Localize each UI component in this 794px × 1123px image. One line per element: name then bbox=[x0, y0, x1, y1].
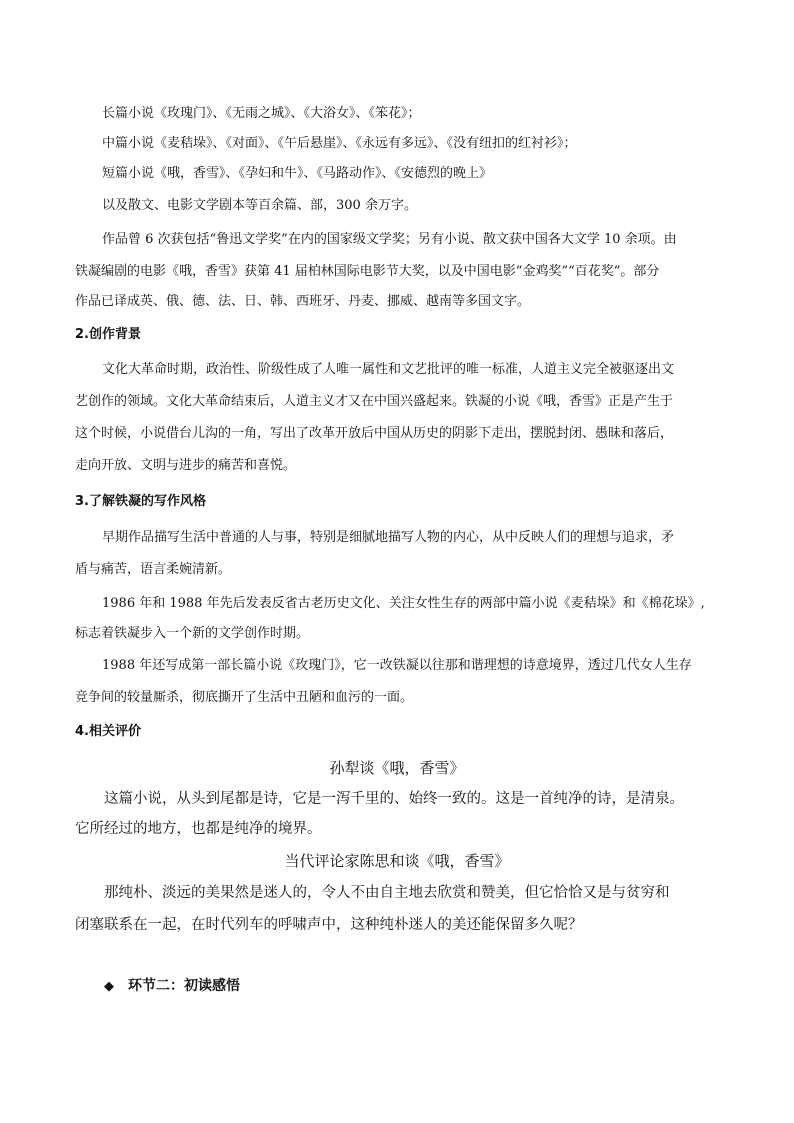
reviews-heading: 4.相关评价 bbox=[75, 724, 141, 739]
background-line-1: 文化大革命时期，政治性、阶级性成了人唯一属性和文艺批评的唯一标准，人道主义完全被驱逐出文 bbox=[102, 362, 675, 377]
awards-line-3: 作品已译成英、俄、德、法、日、韩、西班牙、丹麦、挪威、越南等多国文字。 bbox=[75, 294, 531, 309]
style-p3-line-1: 1988 年还写成第一部长篇小说《玫瑰门》，它一改铁凝以往那和谐理想的诗意境界，透过几代女人生存 bbox=[102, 658, 692, 673]
works-short-stories: 短篇小说《哦，香雪》、《孕妇和牛》、《马路动作》、《安德烈的晚上》 bbox=[102, 166, 493, 181]
chen-review-line-2: 闭塞联系在一起，在时代列车的呼啸声中，这种纯朴迷人的美还能保留多久呢？ bbox=[75, 917, 583, 933]
background-line-2: 艺创作的领域。文化大革命结束后，人道主义才又在中国兴盛起来。铁凝的小说《哦，香雪》正是产生于 bbox=[75, 394, 674, 409]
sun-review-title: 孙犁谈《哦，香雪》 bbox=[329, 759, 465, 777]
awards-line-1: 作品曾 6 次获包括“鲁迅文学奖”在内的国家级文学奖；另有小说、散文获中国各大文学 10 余项。由 bbox=[102, 232, 677, 247]
chen-review-title: 当代评论家陈思和谈《哦，香雪》 bbox=[284, 852, 510, 870]
sun-review-line-1: 这篇小说，从头到尾都是诗，它是一泻千里的、始终一致的。这是一首纯净的诗，是清泉。 bbox=[104, 791, 684, 807]
style-p1-line-1: 早期作品描写生活中普通的人与事，特别是细腻地描写人物的内心，从中反映人们的理想与追求，矛 bbox=[102, 530, 675, 545]
chen-review-line-1: 那纯朴、淡远的美果然是迷人的，令人不由自主地去欣赏和赞美，但它恰恰又是与贫穷和 bbox=[104, 885, 670, 901]
background-heading: 2.创作背景 bbox=[75, 327, 141, 342]
style-p2-line-1: 1986 年和 1988 年先后发表反省古老历史文化、关注女性生存的两部中篇小说《麦秸垛》和《棉花垛》, bbox=[102, 596, 705, 611]
works-novels: 长篇小说《玫瑰门》、《无雨之城》、《大浴女》、《笨花》； bbox=[102, 106, 421, 121]
section-two-label: 环节二：初读感悟 bbox=[128, 978, 240, 994]
style-heading: 3.了解铁凝的写作风格 bbox=[75, 494, 206, 509]
style-p3-line-2: 竞争间的较量厮杀，彻底撕开了生活中丑陋和血污的一面。 bbox=[75, 690, 414, 705]
background-line-4: 走向开放、文明与进步的痛苦和喜悦。 bbox=[75, 458, 297, 473]
sun-review-line-2: 它所经过的地方，也都是纯净的境界。 bbox=[75, 821, 322, 837]
works-novellas: 中篇小说《麦秸垛》、《对面》、《午后悬崖》、《永远有多远》、《没有纽扣的红衬衫》； bbox=[102, 136, 577, 151]
style-p1-line-2: 盾与痛苦，语言柔婉清新。 bbox=[75, 562, 232, 577]
awards-line-2: 铁凝编剧的电影《哦，香雪》获第 41 届柏林国际电影节大奖，以及中国电影“金鸡奖”“百花奖”。部分 bbox=[75, 264, 660, 279]
style-p2-line-2: 标志着铁凝步入一个新的文学创作时期。 bbox=[75, 626, 310, 641]
diamond-bullet-icon: ◆ bbox=[104, 979, 114, 994]
works-others: 以及散文、电影文学剧本等百余篇、部，300 余万字。 bbox=[102, 198, 417, 213]
background-line-3: 这个时候，小说借台儿沟的一角，写出了改革开放后中国从历史的阴影下走出，摆脱封闭、愚昧和落后， bbox=[75, 426, 674, 441]
section-two-heading bbox=[104, 976, 240, 997]
